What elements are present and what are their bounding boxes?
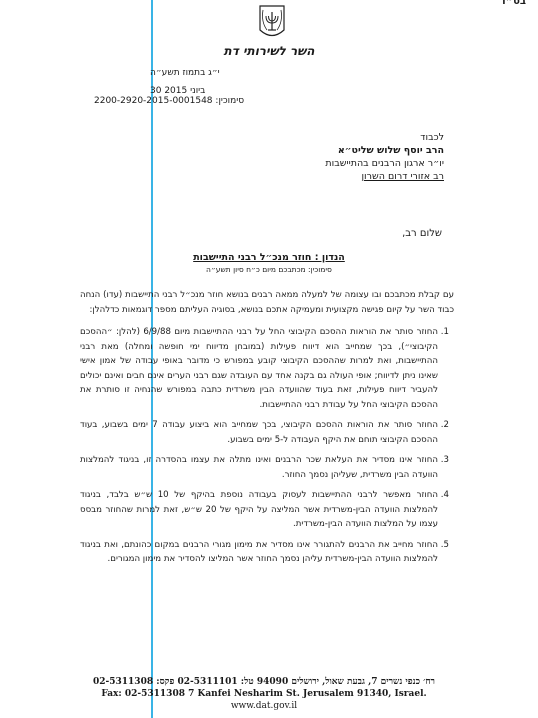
subject-reference: סימוכין: מכתבכם מיום כ״ח סיון תשע״ה	[206, 265, 332, 274]
footer-website: www.dat.gov.il	[230, 701, 298, 711]
list-item: 5. החוזר מחייב את הרבנים להתגורר אינו מסדיר את מימון מגורי הרבנים במקום כהונתם, ואת בניגוד להמלצות הוועדה הבין-משרדית עליהן נסמך החוזר אשר המליצו להסדיר את מימון המגורים.	[80, 538, 438, 567]
list-item: 3. החוזר אינו מסדיר את העלאת שכר הרבנים ואינו מתלה את עצמו בהסדרה זו, בניגוד להמלצות הוועדה הבין משרדית, שעליהן נסמך החוזר.	[80, 453, 438, 482]
corner-mark: בס״ד	[500, 0, 526, 7]
letter-body	[80, 288, 454, 573]
recipient-district: רב אזורי דרום השרון	[361, 171, 444, 182]
recipient-position: יו״ר ארגון הרבנים בהתיישבות	[325, 158, 444, 169]
greeting: שלום רב,	[402, 228, 442, 239]
state-emblem-icon	[257, 4, 287, 42]
reference-number: סימוכין: 2200-2920-2015-0001548	[94, 96, 245, 106]
list-item: 2. החוזר סותר את הוראות ההסכם הקיבוצי, בכך שמחייב הוא ביצוע עבודה 7 ימים בשבוע, בעוד ההסכם הקיבוצי תוחם את היקף העבודה ל-5 ימים בשבוע.	[80, 418, 438, 447]
recipient-name: הרב יוסף שלוש שליט״א	[337, 145, 444, 156]
hebrew-date: י״ג בתמוז תשע״ה	[150, 68, 220, 78]
letterhead-footer	[78, 676, 450, 712]
list-item: 1. החוזר סותר את הוראות ההסכם הקיבוצי החל על רבני ההתיישבות מיום 6/9/88 (להלן: ״ההסכם הקיבוצי״), בכך שמחייב הוא דיווח פעילות (במובחן מדיווח ימי חופשה ומחלה) מאת רבני ההתיישבות, ואת למרות שההסכם הקיבוצי קובע במפורש כי מדובר באופי עבודה של אמון אישי שאינו ניתן לדיווח; אופי העולה גם בקנה אחד עם העובדה שגם רבני הערים אינם חבים ואינם יכולים להעביר דיווח פעילות, זאת בעוד שהוועדה הבין משרדית כתבה במפורש שהנחיה זו סותרת את ההסכם הקיבוצי החל על עבודת רבני ההתיישבות.	[80, 325, 438, 412]
issues-list	[80, 325, 454, 567]
gregorian-date: 30 ביוני 2015	[150, 86, 206, 96]
intro-paragraph: עם קבלת מכתבכם ובו עצומה של למעלה ממאה רבנים בנושא חוזר מנכ״ל רבני התיישבות (עדו) הנחה כבוד השר על קיום פגישה מקצועית ומעמיקה אתכם בנושא, בסוגיה העליתם מספר דוגמאות כדלהלן:	[80, 290, 454, 315]
minister-title: השר לשירותי דת	[223, 44, 315, 58]
subject-line: הנדון : חוזר מנכ״ל רבני התיישבות	[193, 252, 345, 263]
footer-address-english: Fax: 02-5311308 7 Kanfei Nesharim St. Jerusalem 91340, Israel.	[101, 689, 427, 699]
recipient-honor: לכבוד	[420, 132, 444, 143]
recipient-block	[104, 131, 444, 183]
list-item: 4. החוזר מאפשר לרבני ההתיישבות לעסוק בעבודה נוספת בהיקף של 10 ש״ש בלבד, בניגוד להמלצות הוועדה הבין-משרדית אשר המליצה על היקף של 20 ש״ש, זאת למרות שהחוזר מבסס עצמו על המלצות הוועדה הבין-משרדית.	[80, 488, 438, 532]
footer-address-hebrew: רח׳ כנפי נשרים 7, גבעת שאול, ירושלים 94090 טל: 02-5311101 פקס: 02-5311308	[93, 677, 435, 687]
